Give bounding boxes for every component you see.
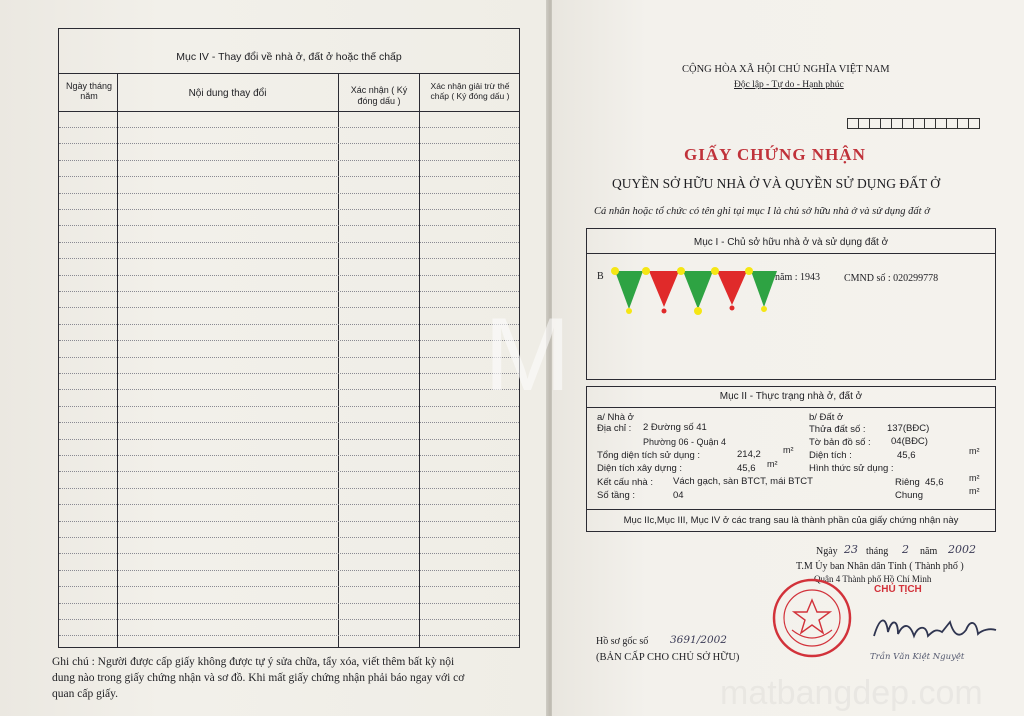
stamp-title: CHỦ TỊCH <box>874 584 922 595</box>
signer-name: Trần Văn Kiệt Nguyệt <box>870 652 965 662</box>
muc-iv-title: Mục IV - Thay đổi về nhà ở, đất ở hoặc thế chấp <box>176 51 402 63</box>
ruled-line <box>59 127 519 128</box>
land-area-label: Diện tích : <box>809 450 852 461</box>
private-value: 45,6 <box>925 477 944 488</box>
ruled-line <box>59 553 519 554</box>
certificate-subtitle: QUYỀN SỞ HỮU NHÀ Ở VÀ QUYỀN SỬ DỤNG ĐẤT Ở <box>612 176 940 191</box>
ruled-line <box>59 143 519 144</box>
serial-box <box>968 118 980 129</box>
structure-label: Kết cấu nhà : <box>597 477 653 488</box>
shared-unit: m² <box>969 486 980 496</box>
file-number: 3691/2002 <box>670 634 727 646</box>
date-day: 23 <box>844 543 858 556</box>
flag-5 <box>751 271 777 307</box>
total-area-label: Tổng diện tích sử dụng : <box>597 450 701 461</box>
ruled-line <box>59 291 519 292</box>
build-area-label: Diện tích xây dựng : <box>597 463 683 474</box>
ruled-line <box>59 635 519 636</box>
header-country: CỘNG HÒA XÃ HỘI CHỦ NGHĨA VIỆT NAM <box>682 64 890 75</box>
note-line-1: Ghi chú : Người được cấp giấy không được tự ý sửa chữa, tẩy xóa, viết thêm bất kỳ nội <box>52 656 455 668</box>
ruled-line <box>59 406 519 407</box>
floors-label: Số tầng : <box>597 490 636 501</box>
address-label: Địa chỉ : <box>597 423 632 434</box>
redaction-flags <box>609 265 779 317</box>
col-release-header: Xác nhận giải trừ thế chấp ( Ký đóng dấu ) <box>430 81 510 101</box>
total-area-unit: m² <box>783 445 794 455</box>
house-heading: a/ Nhà ở <box>597 412 634 423</box>
ruled-line <box>59 389 519 390</box>
land-area-unit: m² <box>969 446 980 456</box>
col-content-header: Nội dung thay đổi <box>188 88 267 99</box>
ruled-line <box>59 209 519 210</box>
owner-cmnd: CMND số : 020299778 <box>844 273 939 284</box>
file-label: Hồ sơ gốc số <box>596 636 649 647</box>
ruled-line <box>59 324 519 325</box>
land-area-value: 45,6 <box>897 450 916 461</box>
muc-ii-box <box>586 386 996 532</box>
certificate-title: GIẤY CHỨNG NHẬN <box>684 145 866 164</box>
private-unit: m² <box>969 473 980 483</box>
land-heading: b/ Đất ở <box>809 412 844 423</box>
address-line-1: 2 Đường số 41 <box>643 422 707 433</box>
ruled-line <box>59 603 519 604</box>
usage-label: Hình thức sử dụng : <box>809 463 894 474</box>
date-month: 2 <box>902 543 909 556</box>
ruled-line <box>59 488 519 489</box>
private-label: Riêng <box>895 477 920 488</box>
ruled-line <box>59 225 519 226</box>
signature <box>870 606 1000 646</box>
ruled-line <box>59 619 519 620</box>
structure-value: Vách gạch, sàn BTCT, mái BTCT <box>673 476 813 487</box>
center-watermark: M <box>484 297 571 413</box>
map-value: 04(BĐC) <box>891 436 928 447</box>
copy-note: (BẢN CẤP CHO CHỦ SỞ HỮU) <box>596 652 740 663</box>
floors-value: 04 <box>673 490 684 501</box>
intro-text: Cá nhân hoặc tổ chức có tên ghi tại mục I là chủ sở hữu nhà ở và sử dụng đất ở <box>594 206 930 217</box>
ruled-line <box>59 176 519 177</box>
ruled-line <box>59 455 519 456</box>
footer-note: Mục IIc,Mục III, Mục IV ở các trang sau là thành phần của giấy chứng nhận này <box>623 515 959 526</box>
build-area-value: 45,6 <box>737 463 756 474</box>
ruled-line <box>59 357 519 358</box>
ruled-line <box>59 275 519 276</box>
ruled-line <box>59 373 519 374</box>
build-area-unit: m² <box>767 459 778 469</box>
ruled-line <box>59 340 519 341</box>
muc-ii-title: Mục II - Thực trạng nhà ở, đất ở <box>719 391 863 402</box>
ruled-line <box>59 471 519 472</box>
note-line-3: quan cấp giấy. <box>52 688 118 700</box>
map-label: Tờ bản đồ số : <box>809 437 871 448</box>
muc-i-title: Mục I - Chủ sở hữu nhà ở và sử dụng đất ở <box>693 237 889 248</box>
header-motto: Độc lập - Tự do - Hạnh phúc <box>734 80 844 90</box>
parcel-value: 137(BĐC) <box>887 423 930 434</box>
ruled-line <box>59 570 519 571</box>
ruled-line <box>59 307 519 308</box>
muc-i-box <box>586 228 996 380</box>
note-line-2: dung nào trong giấy chứng nhận và sơ đồ. Khi mất giấy chứng nhận phải báo ngay với cơ <box>52 672 465 684</box>
date-year: 2002 <box>948 543 976 556</box>
muc-iv-table <box>58 28 520 648</box>
total-area-value: 214,2 <box>737 449 761 460</box>
ruled-line <box>59 504 519 505</box>
address-line-2: Phường 06 - Quận 4 <box>643 437 726 447</box>
ruled-line <box>59 242 519 243</box>
ruled-line <box>59 439 519 440</box>
ruled-line <box>59 160 519 161</box>
ruled-line <box>59 422 519 423</box>
col-date-header: Ngày tháng năm <box>65 81 113 101</box>
official-stamp <box>764 572 874 664</box>
ruled-line <box>59 521 519 522</box>
flag-2 <box>649 271 679 307</box>
owner-prefix: B <box>597 271 604 282</box>
owner-birth-year: năm : 1943 <box>775 272 820 283</box>
right-page <box>552 0 1024 716</box>
parcel-label: Thửa đất số : <box>809 424 866 435</box>
site-watermark: matbangdep.com <box>720 674 983 712</box>
flag-1 <box>615 271 643 309</box>
district: Quận 4 Thành phố Hồ Chí Minh <box>814 574 932 584</box>
date-label: Ngày <box>816 546 838 557</box>
ruled-line <box>59 537 519 538</box>
shared-label: Chung <box>895 490 923 501</box>
date-month-label: tháng <box>866 546 889 557</box>
date-year-label: năm <box>920 546 938 557</box>
ruled-line <box>59 258 519 259</box>
serial-boxes <box>848 118 980 129</box>
flag-3 <box>683 271 713 309</box>
col-confirm-header: Xác nhận ( Ký đóng dấu ) <box>350 85 408 106</box>
authority: T.M Ủy ban Nhân dân Tỉnh ( Thành phố ) <box>796 561 964 572</box>
ruled-line <box>59 586 519 587</box>
ruled-line <box>59 193 519 194</box>
flag-4 <box>717 271 747 305</box>
